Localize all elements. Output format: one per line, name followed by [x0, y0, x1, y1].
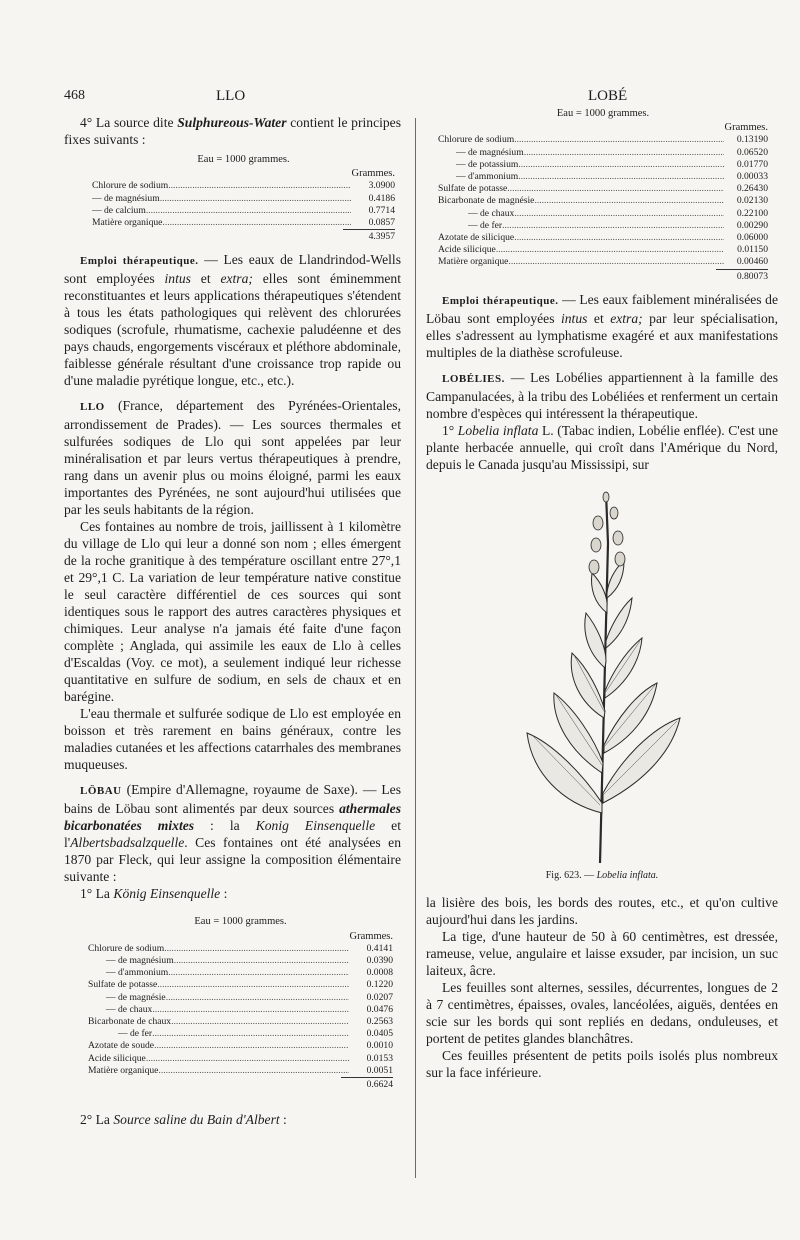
table-unit: Grammes.: [349, 930, 393, 942]
table-cell-value: 0.0010: [366, 1040, 393, 1052]
table-row: [88, 1065, 393, 1077]
table-row: [88, 992, 393, 1004]
table-cell-value: 0.01770: [736, 158, 768, 170]
table-row: [438, 220, 768, 232]
table-caption: Eau = 1000 grammes.: [197, 154, 290, 165]
table-row: [438, 208, 768, 220]
table-cell-name: Sulfate de potasse: [88, 979, 158, 991]
page-number: 468: [64, 88, 85, 103]
table-cell-value: 0.1220: [366, 979, 393, 991]
table-cell-value: 0.00033: [736, 171, 768, 183]
table-row: [88, 1053, 393, 1065]
table-cell-name: Bicarbonate de chaux: [88, 1016, 172, 1028]
table-cell-name: — de fer: [118, 1028, 153, 1040]
table-row: [88, 1016, 393, 1028]
figure-caption: Fig. 623. — Lobelia inflata.: [545, 869, 659, 881]
table-total: 0.80073: [716, 269, 768, 283]
table-cell-value: 0.0153: [366, 1052, 393, 1064]
paragraph-poils: Ces feuilles présentent de petits poils isolés plus nombreux sur la face inférieure.: [426, 1047, 778, 1080]
paragraph-lisiere: la lisière des bois, les bords des routes, etc., et qu'on cultive aujourd'hui dans les jardins.: [426, 894, 778, 927]
table-row: [92, 180, 395, 192]
table-row: [438, 195, 768, 207]
table-row: [88, 967, 393, 979]
table-caption: Eau = 1000 grammes.: [556, 108, 650, 119]
table-row: [88, 955, 393, 967]
table-unit: Grammes.: [351, 168, 395, 180]
table-total: 0.6624: [341, 1077, 393, 1091]
table-cell-value: 0.4186: [368, 192, 395, 204]
table-row: [92, 217, 395, 229]
table-cell-value: 0.06000: [736, 232, 768, 244]
paragraph-konig: 1° La König Einsenquelle :: [80, 886, 228, 902]
lobelia-plant-illustration: [502, 483, 702, 863]
table-cell-value: 0.0476: [366, 1003, 393, 1015]
table-cell-value: 0.00290: [736, 219, 768, 231]
paragraph-llo: LLO (France, département des Pyrénées-Orientales, arrondissement de Prades). — Les sources thermales et sulfurées sodiques de Llo qui sont appelées par leur minéralisation et par leurs vertus thérapeutiques à prendre, rang dans un avenir plus ou moins éloigné, parmi les eaux importantes des Pyrénées, ne sont aujourd'hui utilisées que par les seuls habitants de la région.: [64, 398, 401, 518]
table-cell-value: 0.22100: [736, 207, 768, 219]
table-cell-name: — de chaux: [468, 207, 515, 219]
table-row: [88, 1028, 393, 1040]
header-left-title: LLO: [216, 88, 246, 104]
table-cell-name: Bicarbonate de magnésie: [438, 195, 535, 207]
table-row: [88, 943, 393, 955]
paragraph-feuilles: Les feuilles sont alternes, sessiles, décurrentes, longues de 2 à 7 centimètres, épaisses, ovales, lancéolées, aiguës, dentées en scie sur les bords qui sont repliés en dedans, onduleuses, et portent de petites glandes blanchâtres.: [426, 979, 778, 1046]
table-cell-name: — de magnésium: [456, 146, 524, 158]
table-cell-name: — d'ammonium: [456, 171, 519, 183]
table-cell-name: — de chaux: [106, 1003, 153, 1015]
table-row: [438, 183, 768, 195]
header-right-title: LOBÉ: [588, 88, 628, 104]
paragraph-fontaines: Ces fontaines au nombre de trois, jaillissent à 1 kilomètre du village de Llo qui leur a donné son nom ; elles émergent de la roche granitique à des température oscillant entre 27°,1 et 29°,1 C. La variation de leur température native constitue le seul caractère différentiel de ces sources qui sont identiques sous le rapport des autres caractères physiques et chimiques. Leur analyse n'a jamais été faite d'une façon complète ; Anglada, qui assimile les eaux de Llo à celles d'Escaldas (Voy. ce mot), a seulement indiqué leur richesse quantitative en sulfure de sodium, en sels de chaux et en barégine.: [64, 519, 401, 705]
table-cell-name: — d'ammonium: [106, 967, 169, 979]
table-cell-name: Matière organique: [92, 217, 163, 229]
table-sulphureous-water: [92, 154, 395, 243]
figure-lobelia-inflata: [426, 483, 778, 884]
table-cell-name: Acide silicique: [88, 1052, 146, 1064]
table-cell-value: 0.13190: [736, 134, 768, 146]
table-cell-name: Chlorure de sodium: [92, 180, 169, 192]
left-column: [64, 114, 401, 1128]
table-cell-name: — de magnésie: [106, 991, 166, 1003]
table-cell-value: 0.0405: [366, 1028, 393, 1040]
table-cell-name: — de calcium: [92, 204, 146, 216]
paragraph-emploi-llandrindod: Emploi thérapeutique. — Les eaux de Llandrindod-Wells sont employées intus et extra; elles sont éminemment reconstituantes et leurs applications thérapeutiques s'étendent à tous les états pathologiques qui relèvent des chlorurées sodiques (scrofule, rhumatisme, cachexie paludéenne et des pays chauds, engorgements viscéraux et pléthore abdominale, faiblesse générale résultant d'une croissance trop rapide ou d'une maladie pyrétique longue, etc., etc.).: [64, 252, 402, 389]
table-source-saline: [438, 108, 768, 283]
paragraph-eau-thermale: L'eau thermale et sulfurée sodique de Llo est employée en boisson et très rarement en bains généraux, contre les maladies cutanées et les affections catarrhales des membranes muqueuses.: [64, 706, 401, 773]
table-cell-name: Acide silicique: [438, 244, 496, 256]
table-caption: Eau = 1000 grammes.: [194, 916, 287, 928]
paragraph-lobau: LÖBAU (Empire d'Allemagne, royaume de Saxe). — Les bains de Löbau sont alimentés par deux sources athermales bicarbonatées mixtes : la Konig Einsenquelle et l'Albertsbadsalzquelle. Ces fontaines ont été analysées en 1870 par Fleck, qui leur assigne la composition élémentaire suivante :: [64, 782, 401, 885]
table-cell-value: 0.4141: [366, 942, 393, 954]
paragraph-emploi-lobau: Emploi thérapeutique. — Les eaux faiblement minéralisées de Löbau sont employées intus et extra; par leur spécialisation, elles s'adressent au lymphatisme exagéré et aux manifestations multiples de la diathèse scrofuleuse.: [426, 291, 779, 360]
table-row: [438, 171, 768, 183]
table-cell-value: 0.00460: [736, 256, 768, 268]
table-row: [88, 1004, 393, 1016]
table-row: [438, 159, 768, 171]
table-cell-value: 0.7714: [368, 204, 395, 216]
table-cell-value: 0.0008: [366, 967, 393, 979]
paragraph-sulphureous: 4° La source dite Sulphureous-Water contient le principes fixes suivants :: [64, 115, 401, 147]
table-unit: Grammes.: [724, 122, 768, 134]
table-row: [438, 232, 768, 244]
table-cell-name: — de magnésium: [92, 192, 160, 204]
table-cell-value: 3.0900: [368, 180, 395, 192]
table-cell-value: 0.26430: [736, 183, 768, 195]
table-cell-name: Matière organique: [88, 1064, 159, 1076]
paragraph-lobelies: LOBÉLIES. — Les Lobélies appartiennent à la famille des Campanulacées, à la tribu des Lobéliées et renferment un certain nombre d'espèces qui intéressent la thérapeutique.: [426, 369, 778, 421]
table-cell-name: Azotate de soude: [88, 1040, 155, 1052]
table-cell-name: Azotate de silicique: [438, 232, 515, 244]
table-cell-name: Chlorure de sodium: [88, 942, 165, 954]
table-cell-value: 0.0390: [366, 955, 393, 967]
table-cell-name: — de potassium: [456, 158, 519, 170]
table-cell-value: 0.01150: [737, 244, 768, 256]
paragraph-tige: La tige, d'une hauteur de 50 à 60 centimètres, est dressée, rameuse, velue, angulaire et laisse exsuder, par incision, un suc laiteux, âcre.: [426, 928, 778, 978]
table-cell-value: 0.02130: [736, 195, 768, 207]
table-cell-name: — de fer: [468, 219, 503, 231]
table-row: [438, 256, 768, 268]
table-cell-value: 0.2563: [366, 1016, 393, 1028]
table-cell-value: 0.0857: [368, 217, 395, 229]
paragraph-lobelia-inflata: 1° Lobelia inflata L. (Tabac indien, Lobélie enflée). C'est une plante herbacée annuelle, qui croît dans l'Amérique du Nord, depuis le Canada jusqu'au Mississipi, sur: [426, 422, 778, 472]
table-cell-value: 0.0051: [366, 1064, 393, 1076]
table-row: [88, 979, 393, 991]
table-cell-name: Matière organique: [438, 256, 509, 268]
table-cell-value: 0.0207: [366, 991, 393, 1003]
table-row: [438, 147, 768, 159]
right-column: [426, 108, 778, 1081]
table-row: [438, 244, 768, 256]
table-cell-name: Chlorure de sodium: [438, 134, 515, 146]
table-konig-einsenquelle: [88, 916, 393, 1091]
table-cell-value: 0.06520: [736, 146, 768, 158]
table-cell-name: — de magnésium: [106, 955, 174, 967]
table-total: 4.3957: [343, 229, 395, 243]
paragraph-source-saline: 2° La Source saline du Bain d'Albert :: [80, 1112, 287, 1128]
table-row: [92, 205, 395, 217]
table-cell-name: Sulfate de potasse: [438, 183, 508, 195]
table-row: [92, 193, 395, 205]
table-row: [438, 134, 768, 146]
column-divider: [415, 118, 416, 1178]
table-row: [88, 1040, 393, 1052]
